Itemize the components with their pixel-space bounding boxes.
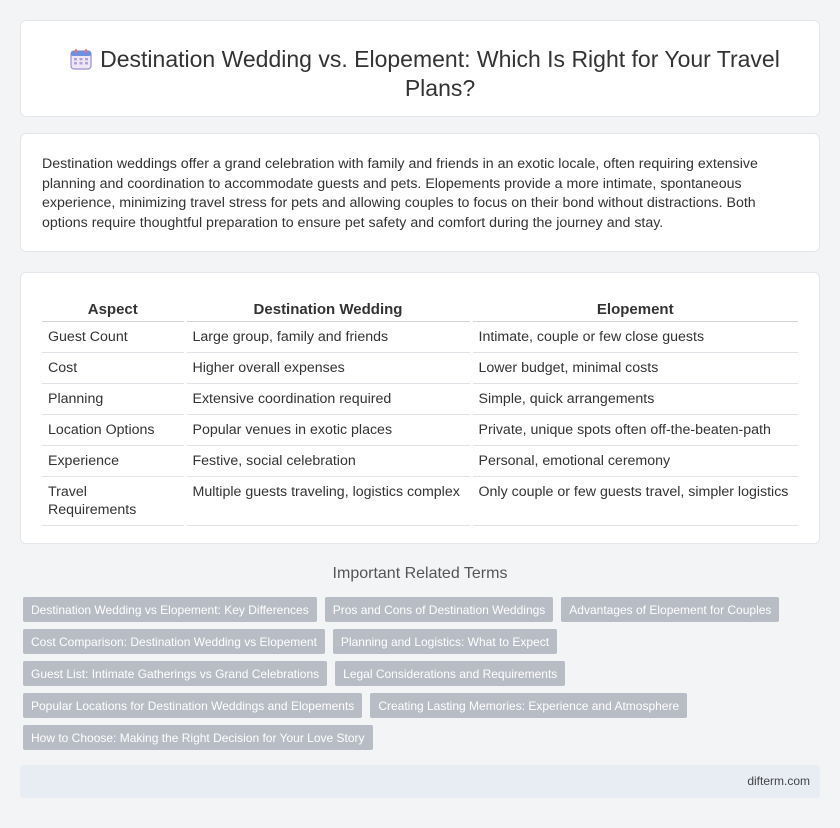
column-header: Elopement xyxy=(471,297,798,321)
table-cell: Intimate, couple or few close guests xyxy=(471,321,798,352)
site-name[interactable]: difterm.com xyxy=(747,774,810,788)
table-cell: Higher overall expenses xyxy=(185,352,471,383)
table-row xyxy=(42,321,798,352)
related-term-link[interactable]: Planning and Logistics: What to Expect xyxy=(333,629,557,654)
related-term-link[interactable]: Cost Comparison: Destination Wedding vs Elopement xyxy=(23,629,325,654)
table-cell: Only couple or few guests travel, simpler logistics xyxy=(471,476,798,525)
table-cell: Guest Count xyxy=(42,321,185,352)
intro-paragraph: Destination weddings offer a grand celebration with family and friends in an exotic locale, often requiring extensive planning and coordination to accommodate guests and pets. Elopements provide a more intimate, spontaneous experience, minimizing travel stress for pets and allowing couples to focus on their bond without distractions. Both options require thoughtful preparation to ensure pet safety and comfort during the journey and stay. xyxy=(42,156,758,231)
table-cell: Simple, quick arrangements xyxy=(471,383,798,414)
table-cell: Cost xyxy=(42,352,185,383)
table-cell: Multiple guests traveling, logistics complex xyxy=(185,476,471,525)
related-term-link[interactable]: How to Choose: Making the Right Decision for Your Love Story xyxy=(23,725,373,750)
table-cell: Experience xyxy=(42,445,185,476)
tag-row xyxy=(23,661,813,687)
related-terms-title: Important Related Terms xyxy=(332,565,508,582)
table-row xyxy=(42,383,798,414)
related-term-link[interactable]: Legal Considerations and Requirements xyxy=(335,661,565,686)
related-term-link[interactable]: Guest List: Intimate Gatherings vs Grand Celebrations xyxy=(23,661,327,686)
column-header: Destination Wedding xyxy=(185,297,471,321)
table-cell: Extensive coordination required xyxy=(185,383,471,414)
table-row xyxy=(42,352,798,383)
table-cell: Lower budget, minimal costs xyxy=(471,352,798,383)
related-term-link[interactable]: Creating Lasting Memories: Experience and Atmosphere xyxy=(370,693,687,718)
table-header-row xyxy=(42,297,798,321)
related-terms-list xyxy=(23,597,813,757)
table-row xyxy=(42,445,798,476)
tag-row xyxy=(23,629,813,655)
table-row xyxy=(42,476,798,525)
intro-card xyxy=(20,133,820,252)
related-term-link[interactable]: Advantages of Elopement for Couples xyxy=(561,597,779,622)
table-cell: Personal, emotional ceremony xyxy=(471,445,798,476)
related-term-link[interactable]: Destination Wedding vs Elopement: Key Differences xyxy=(23,597,317,622)
table-cell: Large group, family and friends xyxy=(185,321,471,352)
table-cell: Travel Requirements xyxy=(42,476,185,525)
table-cell: Planning xyxy=(42,383,185,414)
page-title: Destination Wedding vs. Elopement: Which Is Right for Your Travel Plans? xyxy=(100,46,780,101)
table-cell: Festive, social celebration xyxy=(185,445,471,476)
table-row xyxy=(42,414,798,445)
tag-row xyxy=(23,693,813,719)
tag-row xyxy=(23,597,813,623)
comparison-card xyxy=(20,272,820,544)
footer xyxy=(20,765,820,798)
table-cell: Popular venues in exotic places xyxy=(185,414,471,445)
comparison-table xyxy=(42,297,798,526)
tag-row xyxy=(23,725,813,751)
table-cell: Private, unique spots often off-the-beaten-path xyxy=(471,414,798,445)
column-header: Aspect xyxy=(42,297,185,321)
related-term-link[interactable]: Pros and Cons of Destination Weddings xyxy=(325,597,554,622)
table-cell: Location Options xyxy=(42,414,185,445)
related-term-link[interactable]: Popular Locations for Destination Weddings and Elopements xyxy=(23,693,362,718)
header-card xyxy=(20,20,820,117)
